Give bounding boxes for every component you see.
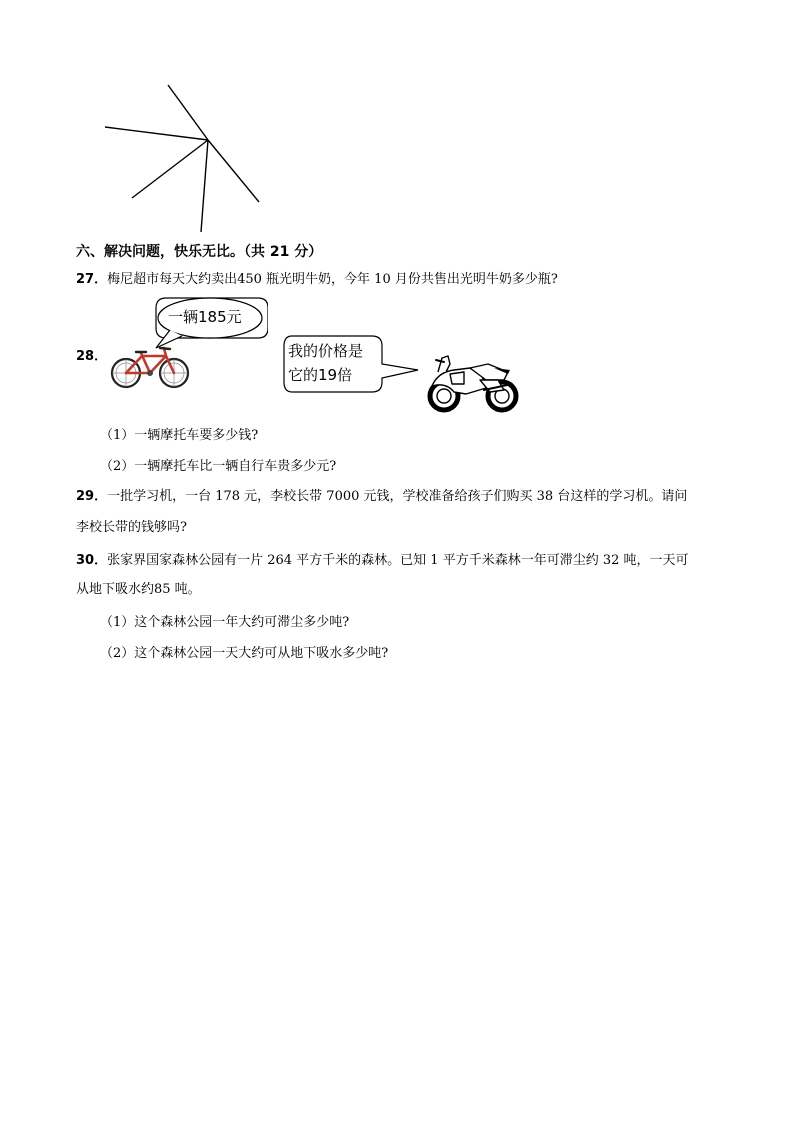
question-30-line2: 从地下吸水约85 吨。 xyxy=(76,582,201,597)
question-text: 一批学习机，一台 178 元，李校长带 7000 元钱，学校准备给孩子们购买 38 台这样的学习机。请问 xyxy=(107,489,688,504)
question-30-sub2: （2）这个森林公园一天大约可从地下吸水多少吨? xyxy=(100,646,389,661)
question-29-line1 xyxy=(76,489,687,505)
question-30-sub1: （1）这个森林公园一年大约可滞尘多少吨? xyxy=(100,615,350,630)
question-number: 29． xyxy=(76,489,108,504)
question-text: 张家界国家森林公园有一片 264 平方千米的森林。已知 1 平方千米森林一年可滞尘约 32 吨，一天可 xyxy=(107,553,689,568)
question-number: 27． xyxy=(76,272,108,287)
motorcycle-icon xyxy=(424,350,522,416)
bike-bubble-text: 一辆185元 xyxy=(168,308,242,326)
question-28-sub1: （1）一辆摩托车要多少钱? xyxy=(100,428,259,443)
section-title: 六、解决问题，快乐无比。（共 21 分） xyxy=(76,244,323,260)
motorcycle-bubble-line2: 它的19倍 xyxy=(288,366,353,384)
question-number: 30． xyxy=(76,553,108,568)
question-29-line2: 李校长带的钱够吗? xyxy=(76,520,187,535)
angle-rays-figure xyxy=(95,80,275,240)
ray-line xyxy=(168,85,208,140)
question-text: 梅尼超市每天大约卖出450 瓶光明牛奶，今年 10 月份共售出光明牛奶多少瓶? xyxy=(107,272,558,287)
ray-line xyxy=(105,127,208,140)
question-27 xyxy=(76,272,558,288)
bicycle-icon xyxy=(108,344,192,390)
ray-line xyxy=(132,140,208,198)
question-30-line1 xyxy=(76,553,689,569)
motorcycle-bubble-line1: 我的价格是 xyxy=(288,342,364,360)
question-number-28: 28． xyxy=(76,349,108,364)
ray-line xyxy=(208,140,259,202)
question-28-sub2: （2）一辆摩托车比一辆自行车贵多少元? xyxy=(100,459,337,474)
ray-line xyxy=(201,140,208,232)
